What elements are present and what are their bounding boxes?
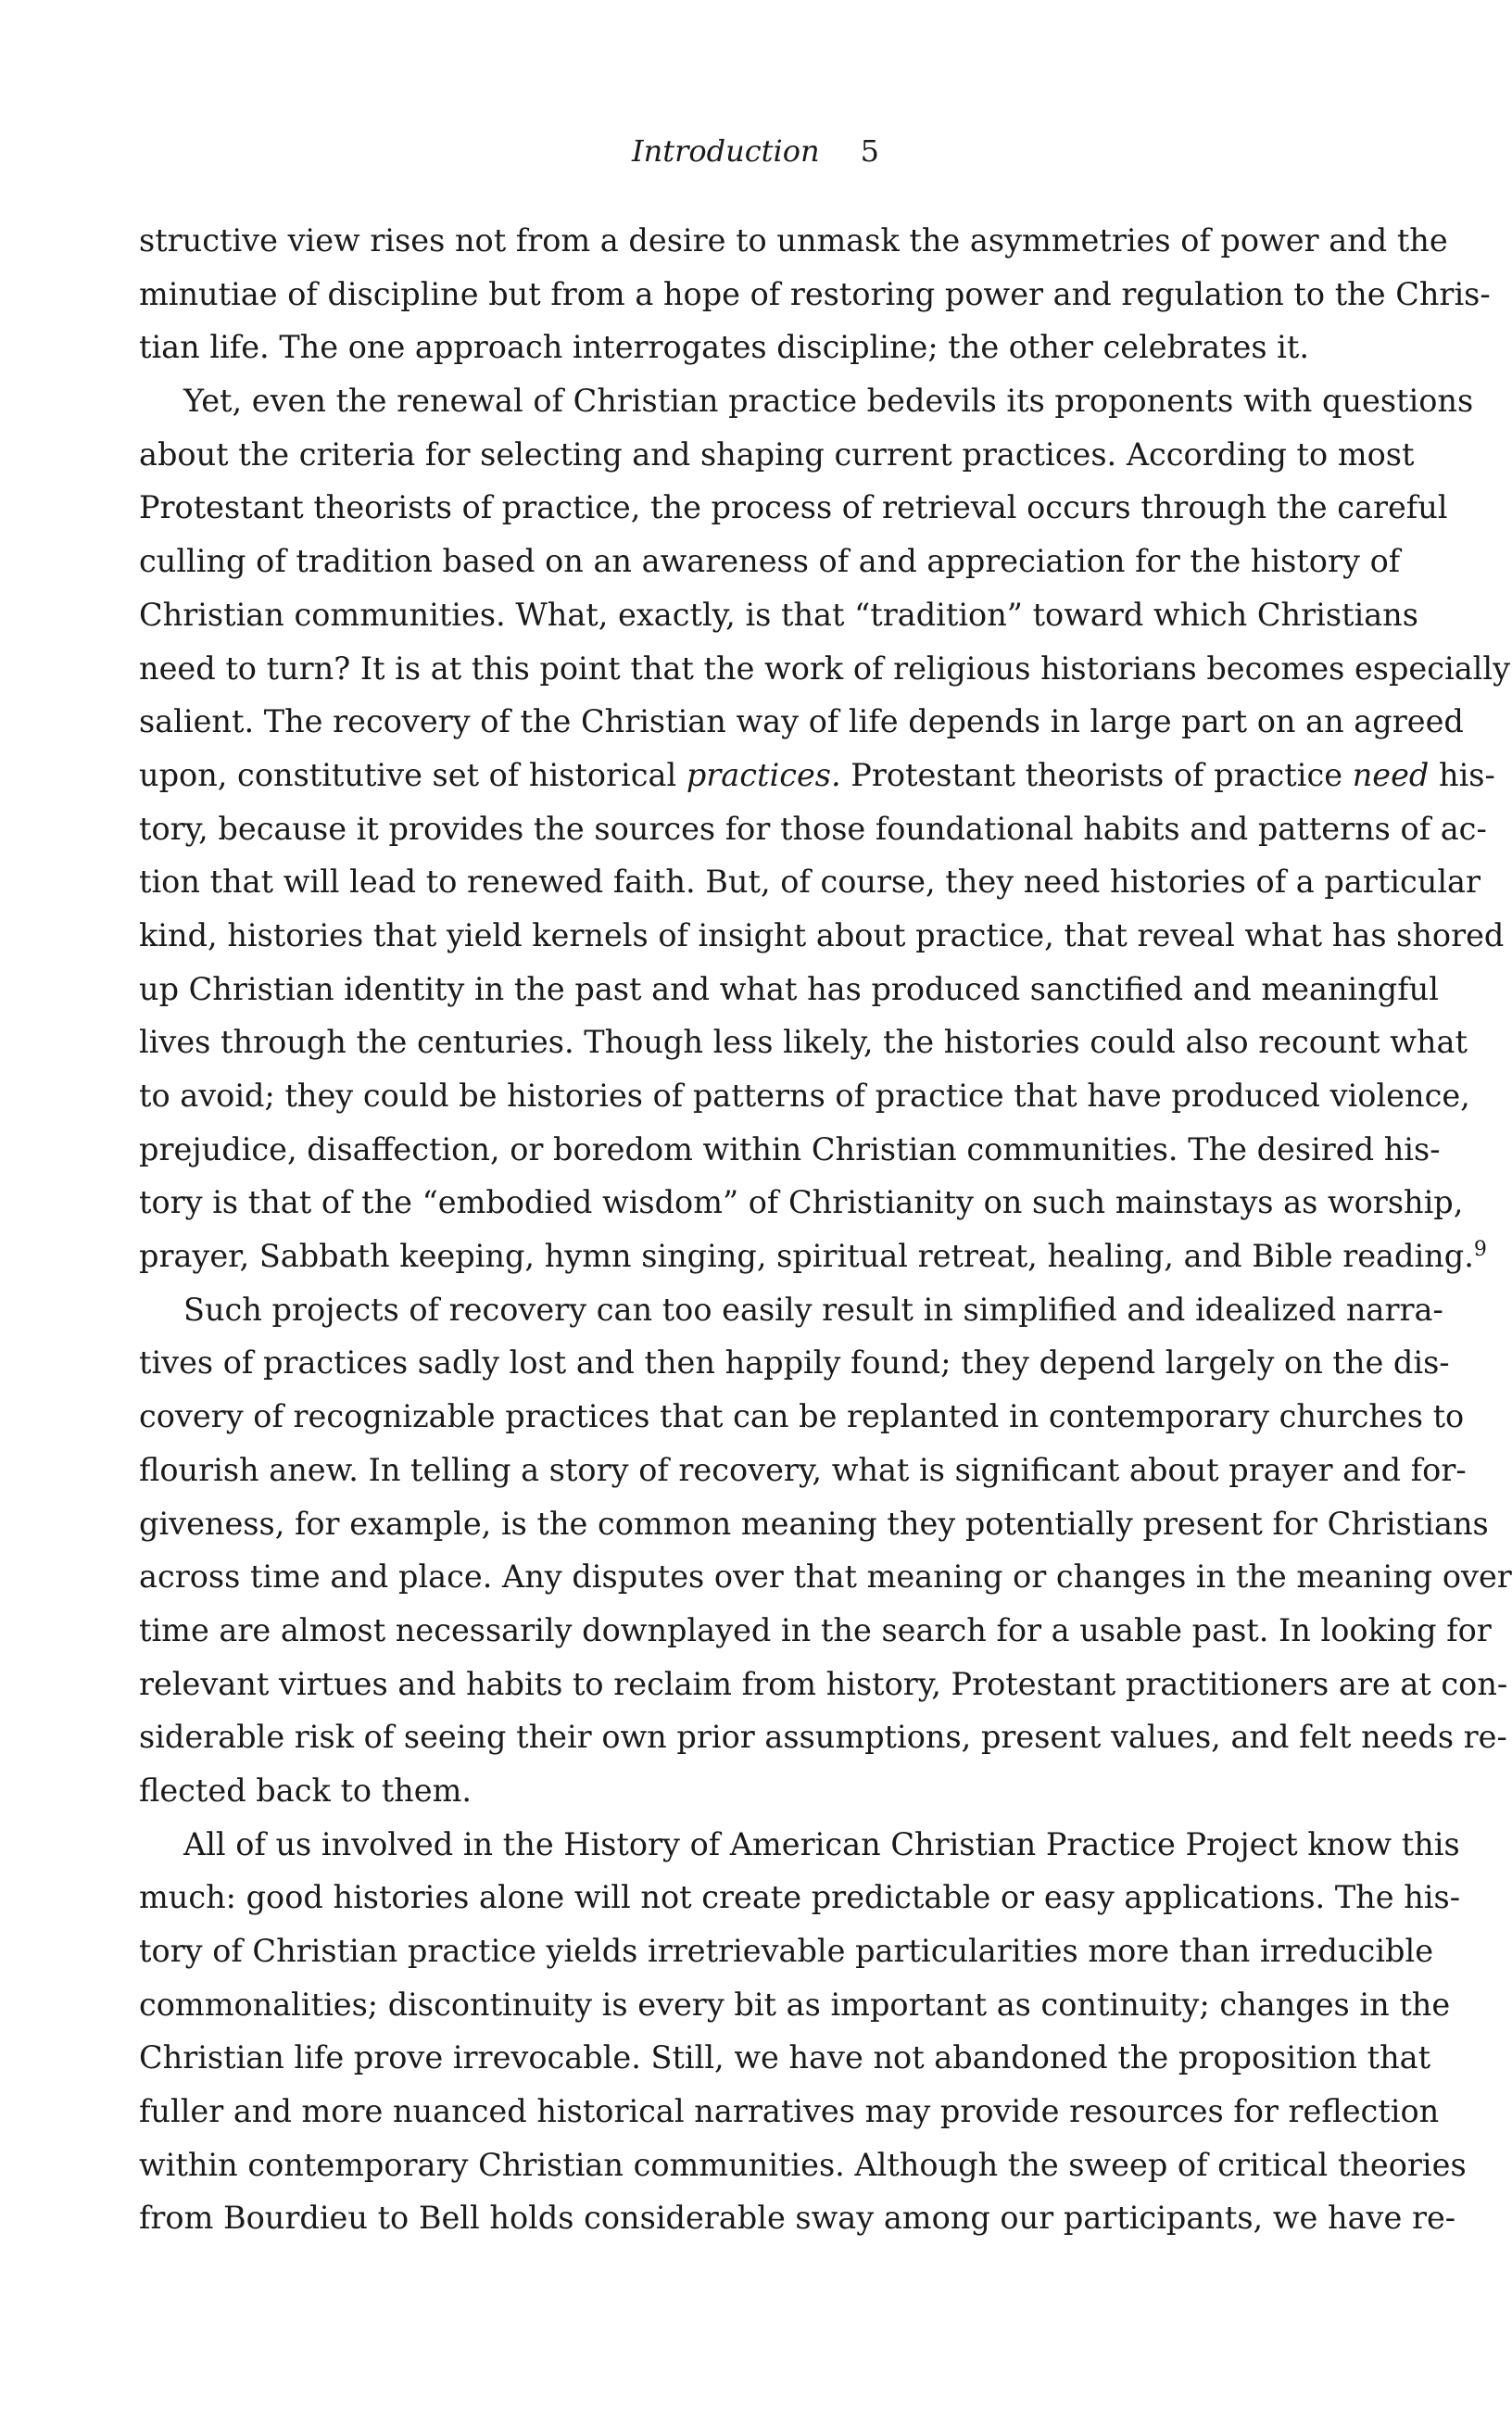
line-text: giveness, for example, is the common meaning they potentially present for Christians (139, 1505, 1489, 1542)
line-text: flourish anew. In telling a story of recovery, what is significant about prayer and for- (139, 1451, 1467, 1488)
body-text (139, 214, 1512, 2245)
text-line (139, 1550, 1512, 1604)
running-head (0, 132, 1511, 170)
line-text: time are almost necessarily downplayed in the search for a usable past. In looking for (139, 1611, 1492, 1648)
line-text: much: good histories alone will not create predictable or easy applications. The his- (139, 1879, 1461, 1916)
line-text: commonalities; discontinuity is every bit as important as continuity; changes in the (139, 1986, 1451, 2023)
line-text: upon, constitutive set of historical (139, 756, 687, 793)
text-line (139, 1444, 1467, 1497)
text-line (139, 1176, 1464, 1230)
text-line (139, 802, 1487, 856)
text-line (139, 963, 1439, 1016)
line-text: minutiae of discipline but from a hope of restoring power and regulation to the Chris- (139, 275, 1491, 312)
page-number: 5 (860, 133, 879, 169)
text-line (139, 374, 1474, 428)
line-text: tory, because it provides the sources for those foundational habits and patterns of ac- (139, 810, 1487, 847)
line-text: up Christian identity in the past and what has produced sanctified and meaningful (139, 970, 1439, 1007)
text-line (139, 1069, 1470, 1123)
text-line (139, 1658, 1508, 1711)
line-text: relevant virtues and habits to reclaim from history, Protestant practitioners are at con- (139, 1665, 1508, 1702)
line-text: tion that will lead to renewed faith. But, of course, they need histories of a particular (139, 864, 1481, 901)
footnote-marker: 9 (1473, 1238, 1487, 1262)
text-line (139, 1978, 1451, 2032)
text-line (139, 1283, 1443, 1337)
text-line (139, 1016, 1468, 1069)
text-line (139, 268, 1491, 322)
line-text: lives through the centuries. Though less likely, the histories could also recount what (139, 1024, 1468, 1061)
text-line (139, 909, 1505, 963)
line-text: about the criteria for selecting and shaping current practices. According to most (139, 435, 1415, 473)
text-line (139, 2031, 1431, 2085)
line-text: All of us involved in the History of American Christian Practice Project know this (183, 1825, 1460, 1862)
text-line (139, 1123, 1441, 1177)
line-text: prayer, Sabbath keeping, hymn singing, spiritual retreat, healing, and Bible reading. (139, 1238, 1474, 1275)
line-text: tian life. The one approach interrogates discipline; the other celebrates it. (139, 329, 1310, 366)
line-text: culling of tradition based on an awareness of and appreciation for the history of (139, 543, 1401, 580)
line-text: need to turn? It is at this point that the work of religious historians becomes especially (139, 650, 1511, 687)
line-text: covery of recognizable practices that can be replanted in contemporary churches to (139, 1398, 1465, 1435)
text-line (139, 1230, 1487, 1283)
line-text: within contemporary Christian communities. Although the sweep of critical theories (139, 2146, 1467, 2183)
text-line (139, 855, 1481, 909)
line-text: Christian life prove irrevocable. Still, we have not abandoned the proposition that (139, 2039, 1431, 2076)
line-text: salient. The recovery of the Christian way of life depends in large part on an agreed (139, 703, 1464, 740)
text-line (139, 588, 1418, 642)
text-line (139, 535, 1401, 588)
italic-text: need (1352, 756, 1430, 793)
text-line (139, 214, 1448, 268)
text-line (139, 1924, 1434, 1978)
line-text: Yet, even the renewal of Christian practice bedevils its proponents with questions (183, 383, 1474, 420)
text-line (139, 695, 1464, 749)
line-text: flected back to them. (139, 1772, 472, 1809)
text-line (139, 2085, 1440, 2139)
line-text: tory is that of the “embodied wisdom” of Christianity on such mainstays as worship, (139, 1184, 1464, 1221)
line-text: from Bourdieu to Bell holds considerable sway among our participants, we have re- (139, 2200, 1456, 2237)
text-line (139, 749, 1495, 802)
line-text: siderable risk of seeing their own prior assumptions, present values, and felt needs re- (139, 1719, 1507, 1756)
text-line (139, 1497, 1489, 1551)
line-text: across time and place. Any disputes over that meaning or changes in the meaning over (139, 1558, 1512, 1596)
text-line (139, 1818, 1460, 1872)
line-text: kind, histories that yield kernels of insight about practice, that reveal what has shored (139, 916, 1505, 953)
text-line (139, 1871, 1461, 1924)
text-line (139, 1710, 1507, 1764)
text-line (139, 1764, 1353, 1818)
line-text: to avoid; they could be histories of patterns of practice that have produced violence, (139, 1078, 1470, 1114)
line-text: Protestant theorists of practice, the process of retrieval occurs through the careful (139, 489, 1448, 526)
text-line (139, 1336, 1450, 1390)
text-line (139, 1604, 1492, 1658)
text-line (139, 2139, 1467, 2192)
text-line (139, 428, 1415, 482)
text-line (139, 321, 1353, 374)
line-text: prejudice, disaffection, or boredom within Christian communities. The desired his- (139, 1130, 1441, 1167)
text-line (139, 2191, 1456, 2245)
running-head-title: Introduction (631, 133, 820, 169)
line-text: Christian communities. What, exactly, is that “tradition” toward which Christians (139, 596, 1418, 633)
line-text: Such projects of recovery can too easily result in simplified and idealized narra- (183, 1291, 1443, 1328)
line-text: his- (1429, 756, 1495, 793)
line-text: tory of Christian practice yields irretrievable particularities more than irreducible (139, 1933, 1434, 1969)
text-line (139, 642, 1511, 696)
line-text: fuller and more nuanced historical narratives may provide resources for reflection (139, 2093, 1440, 2130)
text-line (139, 1390, 1465, 1444)
italic-text: practices. (686, 756, 841, 793)
line-text: Protestant theorists of practice (840, 756, 1353, 793)
line-text: structive view rises not from a desire to unmask the asymmetries of power and the (139, 222, 1448, 259)
line-text: tives of practices sadly lost and then happily found; they depend largely on the dis- (139, 1344, 1450, 1382)
text-line (139, 481, 1448, 535)
